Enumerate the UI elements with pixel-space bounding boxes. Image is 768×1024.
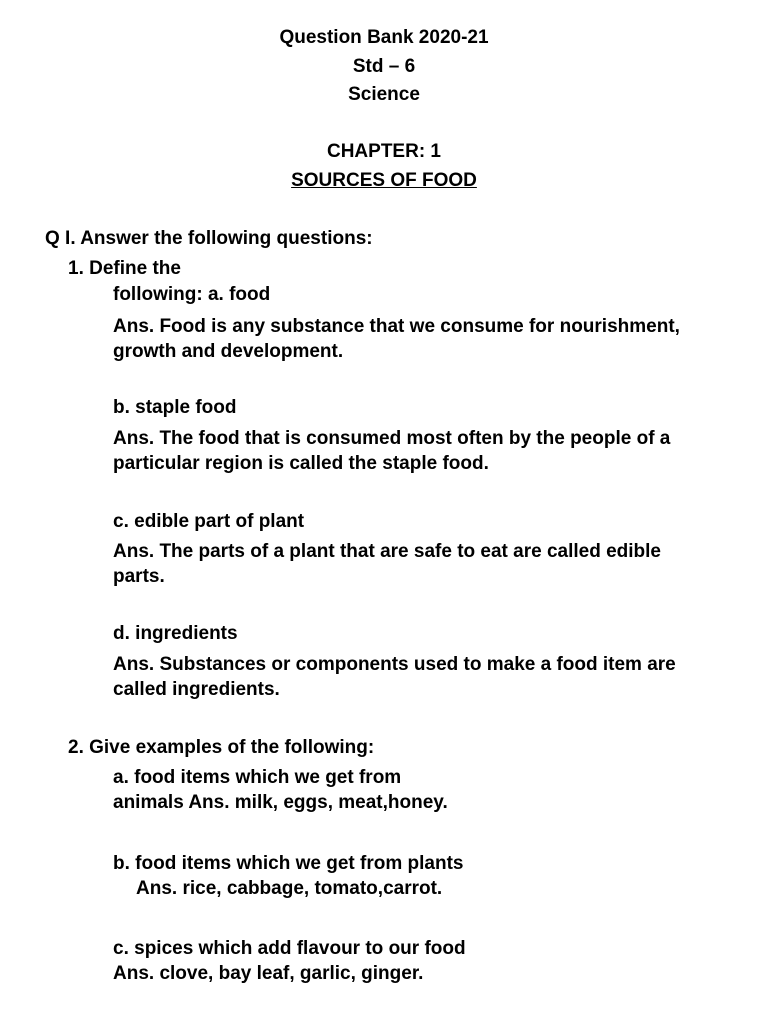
q2-c-answer: Ans. clove, bay leaf, garlic, ginger. [113, 963, 424, 984]
chapter-label: CHAPTER: 1 [326, 141, 441, 162]
standard-label: Std – 6 [352, 56, 416, 77]
subject-label: Science [348, 84, 420, 105]
q2-prompt: 2. Give examples of the following: [68, 737, 375, 758]
q1-d-label: d. ingredients [113, 623, 238, 644]
q2-b-label: b. food items which we get from plants [113, 853, 464, 874]
q2-c-label: c. spices which add flavour to our food [113, 938, 466, 959]
q1-c-answer-line2: parts. [113, 566, 165, 587]
chapter-title: SOURCES OF FOOD [291, 170, 477, 191]
q1-b-label: b. staple food [113, 397, 237, 418]
q2-b-answer: Ans. rice, cabbage, tomato,carrot. [136, 878, 443, 899]
q2-a-label: a. food items which we get from [113, 767, 402, 788]
document-title: Question Bank 2020-21 [279, 27, 489, 48]
q2-a-answer: animals Ans. milk, eggs, meat,honey. [113, 792, 448, 813]
q1-d-answer-line2: called ingredients. [113, 679, 280, 700]
q1-b-answer-line2: particular region is called the staple food. [113, 453, 489, 474]
q1-b-answer-line1: Ans. The food that is consumed most often by the people of a [113, 428, 671, 449]
section-heading: Q I. Answer the following questions: [45, 228, 373, 249]
q1-prompt: 1. Define the [68, 258, 181, 279]
q1-d-answer-line1: Ans. Substances or components used to make a food item are [113, 654, 676, 675]
q1-c-answer-line1: Ans. The parts of a plant that are safe to eat are called edible [113, 541, 661, 562]
q1-a-answer-line2: growth and development. [113, 341, 344, 362]
q1-a-answer-line1: Ans. Food is any substance that we consume for nourishment, [113, 316, 680, 337]
q1-c-label: c. edible part of plant [113, 511, 305, 532]
q1-a-label: following: a. food [113, 284, 271, 305]
